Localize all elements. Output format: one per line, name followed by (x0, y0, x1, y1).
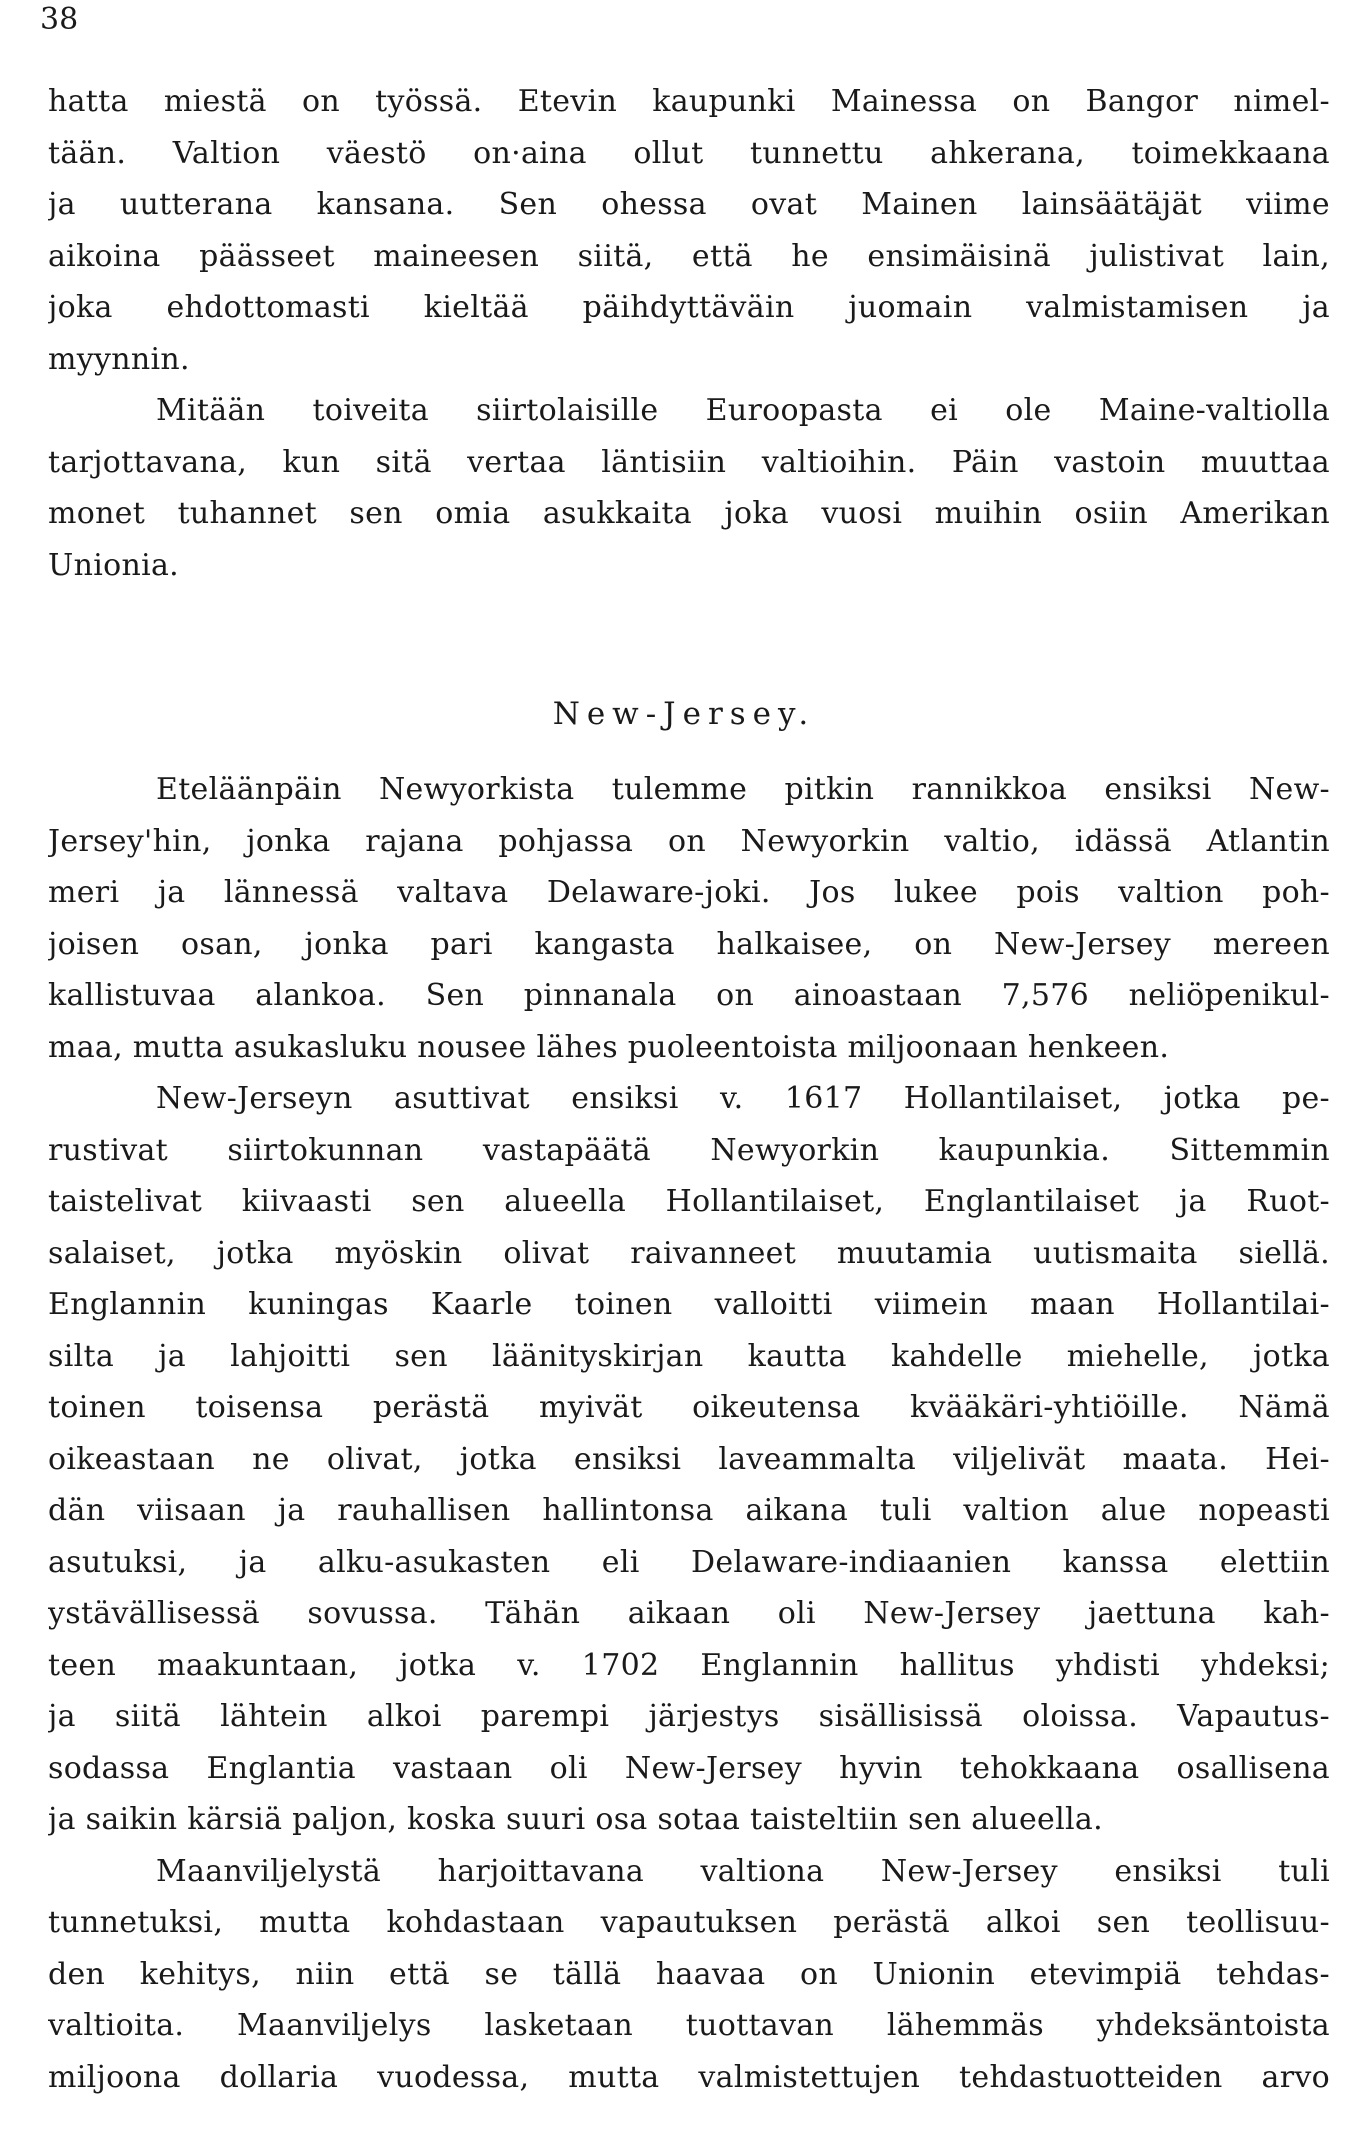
text-line: ja uutterana kansana. Sen ohessa ovat Mainen lainsäätäjät viime (48, 187, 1330, 222)
text-line: joisen osan, jonka pari kangasta halkaisee, on New-Jersey mereen (48, 926, 1330, 962)
text-line: sodassa Englantia vastaan oli New-Jersey hyvin tehokkaana osallisena (48, 1750, 1330, 1786)
text-line: dän viisaan ja rauhallisen hallintonsa aikana tuli valtion alue nopeasti (48, 1493, 1330, 1528)
text-line: asutuksi, ja alku-asukasten eli Delaware-indiaanien kanssa elettiin (48, 1544, 1330, 1580)
text-line: silta ja lahjoitti sen läänityskirjan kautta kahdelle miehelle, jotka (48, 1338, 1330, 1374)
text-line: ystävällisessä sovussa. Tähän aikaan oli New-Jersey jaettuna kah- (48, 1596, 1330, 1631)
section-heading: New-Jersey. (552, 696, 816, 732)
text-line: Unionia. (48, 547, 179, 583)
text-line: teen maakuntaan, jotka v. 1702 Englannin hallitus yhdisti yhdeksi; (48, 1647, 1330, 1683)
text-block-maine (48, 76, 1330, 591)
text-line: myynnin. (48, 341, 190, 377)
text-line: oikeastaan ne olivat, jotka ensiksi laveammalta viljelivät maata. Hei- (48, 1441, 1330, 1477)
text-line: New-Jerseyn asuttivat ensiksi v. 1617 Hollantilaiset, jotka pe- (156, 1081, 1330, 1116)
text-line: monet tuhannet sen omia asukkaita joka vuosi muihin osiin Amerikan (48, 496, 1330, 531)
text-line: tarjottavana, kun sitä vertaa läntisiin valtioihin. Päin vastoin muuttaa (48, 444, 1330, 480)
text-line: aikoina päässeet maineesen siitä, että he ensimäisinä julistivat lain, (48, 238, 1330, 274)
text-line: meri ja lännessä valtava Delaware-joki. Jos lukee pois valtion poh- (48, 875, 1330, 910)
text-line: Maanviljelystä harjoittavana valtiona New-Jersey ensiksi tuli (156, 1853, 1330, 1889)
text-line: joka ehdottomasti kieltää päihdyttäväin juomain valmistamisen ja (48, 290, 1330, 325)
text-line: ja saikin kärsiä paljon, koska suuri osa sotaa taisteltiin sen alueella. (48, 1802, 1103, 1837)
text-line: valtioita. Maanviljelys lasketaan tuottavan lähemmäs yhdeksäntoista (48, 2008, 1330, 2043)
text-line: Eteläänpäin Newyorkista tulemme pitkin rannikkoa ensiksi New- (156, 772, 1330, 807)
text-line: rustivat siirtokunnan vastapäätä Newyorkin kaupunkia. Sittemmin (48, 1132, 1330, 1168)
text-line: maa, mutta asukasluku nousee lähes puoleentoista miljoonaan henkeen. (48, 1029, 1170, 1065)
text-line: hatta miestä on työssä. Etevin kaupunki Mainessa on Bangor nimel- (48, 84, 1330, 119)
text-line: tunnetuksi, mutta kohdastaan vapautuksen perästä alkoi sen teollisuu- (48, 1905, 1330, 1940)
text-line: miljoona dollaria vuodessa, mutta valmistettujen tehdastuotteiden arvo (48, 2059, 1330, 2095)
text-line: den kehitys, niin että se tällä haavaa on Unionin etevimpiä tehdas- (48, 1956, 1330, 1992)
text-line: Mitään toiveita siirtolaisille Euroopasta ei ole Maine-valtiolla (156, 393, 1330, 428)
text-line: kallistuvaa alankoa. Sen pinnanala on ainoastaan 7,576 neliöpenikul- (48, 978, 1330, 1013)
text-line: taistelivat kiivaasti sen alueella Hollantilaiset, Englantilaiset ja Ruot- (48, 1184, 1330, 1219)
text-line: ja siitä lähtein alkoi parempi järjestys sisällisissä oloissa. Vapautus- (48, 1699, 1330, 1734)
page-number: 38 (40, 2, 79, 37)
text-line: Englannin kuningas Kaarle toinen valloitti viimein maan Hollantilai- (48, 1287, 1330, 1322)
text-line: toinen toisensa perästä myivät oikeutensa kvääkäri-yhtiöille. Nämä (48, 1390, 1330, 1425)
text-block-new-jersey (48, 764, 1330, 2103)
text-line: salaiset, jotka myöskin olivat raivanneet muutamia uutismaita siellä. (48, 1235, 1330, 1271)
text-line: Jersey'hin, jonka rajana pohjassa on Newyorkin valtio, idässä Atlantin (48, 823, 1330, 859)
text-line: tään. Valtion väestö on·aina ollut tunnettu ahkerana, toimekkaana (48, 135, 1330, 171)
